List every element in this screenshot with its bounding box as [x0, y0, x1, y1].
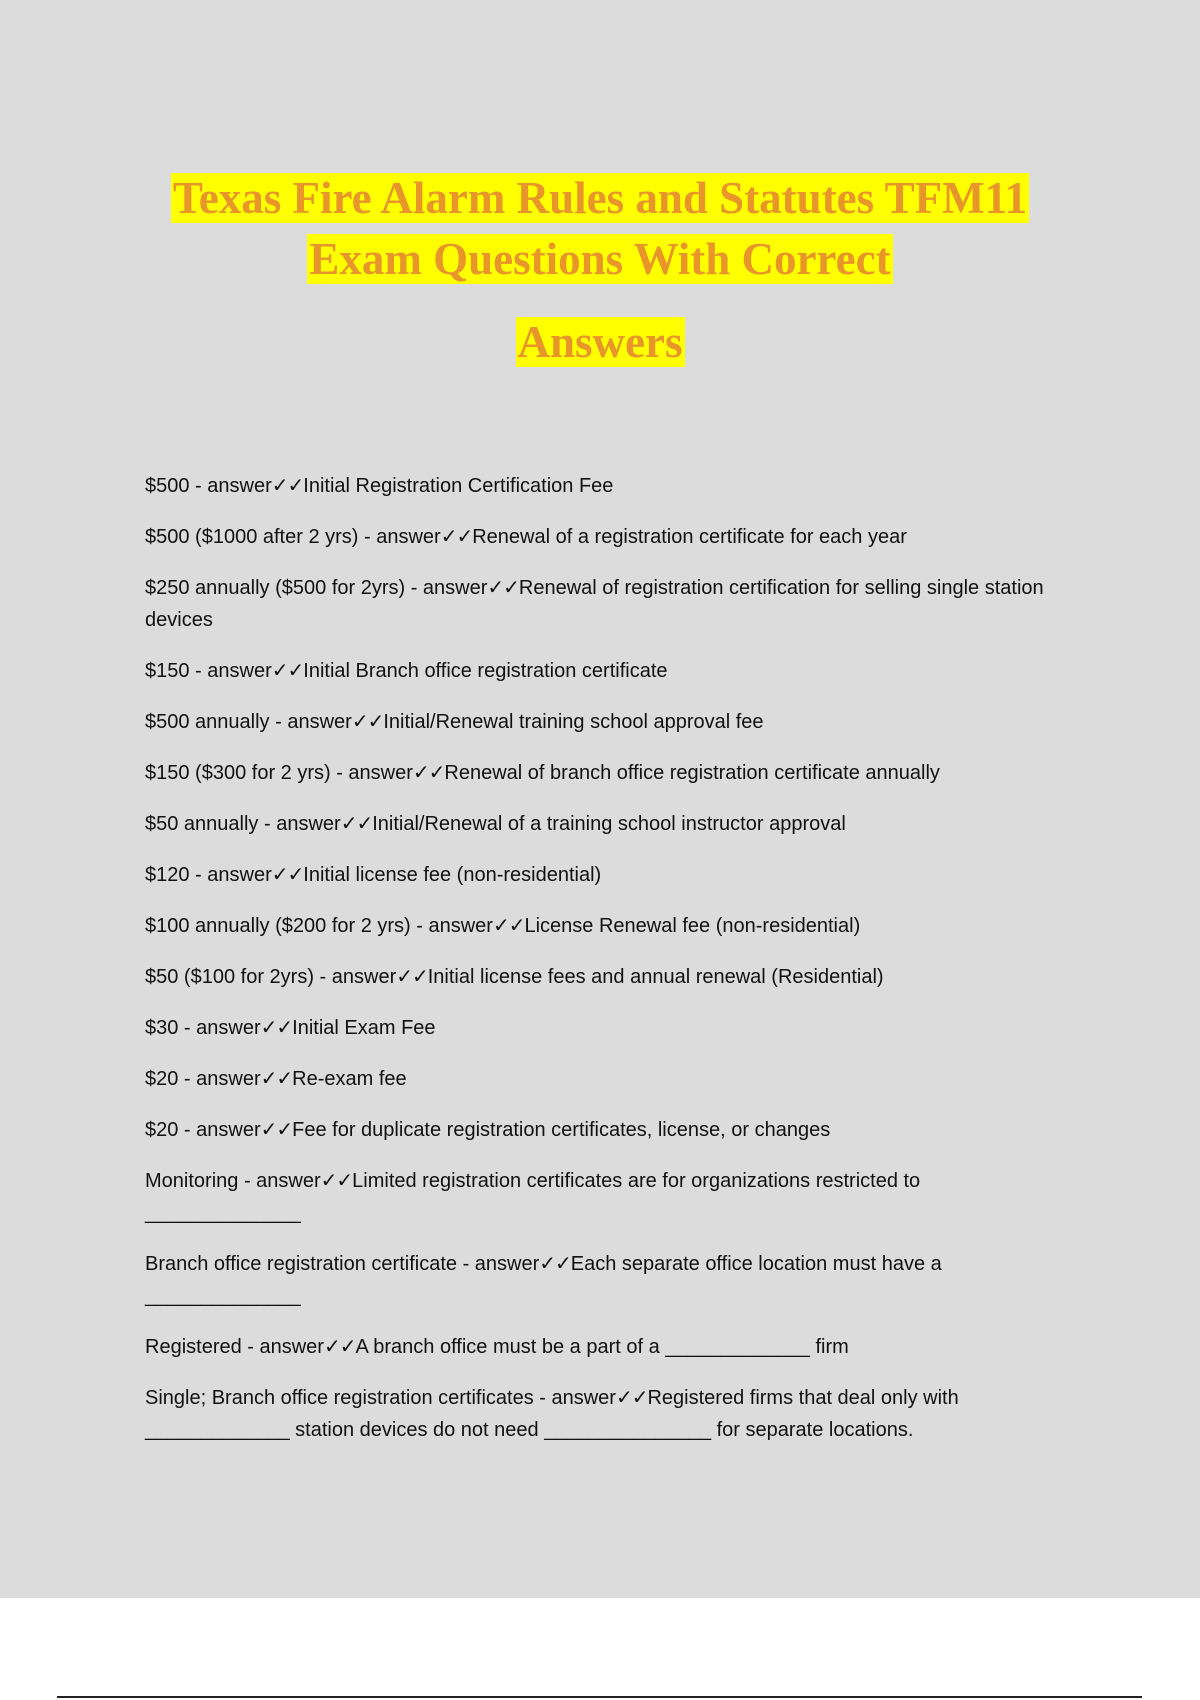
entry-definition: License Renewal fee (non-residential)	[524, 915, 861, 937]
entry-term: $30	[145, 1017, 179, 1039]
entry-separator: - answer	[178, 1017, 261, 1039]
entry-separator: - answer	[405, 577, 488, 599]
document-title	[0, 168, 1200, 373]
checkmark-icon: ✓✓	[260, 1017, 293, 1039]
question-answer-list	[145, 470, 1085, 1465]
qa-entry	[145, 757, 1085, 789]
checkmark-icon: ✓✓	[260, 1068, 293, 1090]
title-text-3: Answers	[517, 317, 683, 367]
entry-term: Monitoring	[145, 1170, 239, 1192]
checkmark-icon: ✓✓	[340, 813, 373, 835]
entry-separator: - answer	[258, 813, 341, 835]
entry-term: Branch office registration certificate	[145, 1253, 458, 1275]
entry-definition: Registered firms that deal only with _____________ station devices do not need _______________ for separate locations.	[145, 1387, 959, 1441]
checkmark-icon: ✓✓	[396, 966, 428, 988]
checkmark-icon: ✓✓	[440, 526, 473, 548]
entry-term: $100 annually ($200 for 2 yrs)	[145, 915, 411, 937]
checkmark-icon: ✓✓	[351, 711, 384, 733]
qa-entry	[145, 1063, 1085, 1095]
entry-separator: - answer	[189, 660, 272, 682]
title-line-3	[0, 312, 1200, 373]
entry-definition: Renewal of branch office registration certificate annually	[444, 762, 940, 784]
entry-definition: Each separate office location must have a	[570, 1253, 942, 1275]
checkmark-icon: ✓✓	[487, 577, 519, 599]
qa-entry	[145, 1114, 1085, 1146]
qa-entry	[145, 808, 1085, 840]
entry-term: $500	[145, 475, 190, 497]
checkmark-icon: ✓✓	[271, 864, 304, 886]
qa-entry	[145, 1248, 1085, 1312]
qa-entry	[145, 521, 1085, 553]
qa-entry	[145, 1382, 1085, 1446]
entry-separator: - answer	[238, 1170, 321, 1192]
title-line-2	[0, 229, 1200, 290]
entry-definition: Renewal of a registration certificate for each year	[472, 526, 907, 548]
checkmark-icon: ✓✓	[260, 1119, 293, 1141]
entry-separator: - answer	[189, 475, 272, 497]
entry-definition: Initial license fee (non-residential)	[303, 864, 602, 886]
title-text-1: Texas Fire Alarm Rules and Statutes TFM11	[172, 173, 1028, 223]
entry-separator: - answer	[178, 1068, 261, 1090]
entry-separator: - answer	[358, 526, 441, 548]
entry-definition: Initial Registration Certification Fee	[303, 475, 614, 497]
checkmark-icon: ✓✓	[615, 1387, 648, 1409]
entry-term: Registered	[145, 1336, 242, 1358]
entry-separator: - answer	[241, 1336, 324, 1358]
entry-definition: Initial/Renewal training school approval fee	[383, 711, 764, 733]
entry-separator: - answer	[533, 1387, 616, 1409]
entry-separator: - answer	[178, 1119, 261, 1141]
entry-term: $150 ($300 for 2 yrs)	[145, 762, 331, 784]
entry-separator: - answer	[457, 1253, 540, 1275]
entry-term: $20	[145, 1119, 179, 1141]
entry-definition: Fee for duplicate registration certificates, license, or changes	[292, 1119, 831, 1141]
entry-separator: - answer	[313, 966, 397, 988]
checkmark-icon: ✓✓	[539, 1253, 571, 1275]
entry-term: $250 annually ($500 for 2yrs)	[145, 577, 406, 599]
footer-divider	[57, 1696, 1142, 1698]
entry-term: $150	[145, 660, 190, 682]
qa-entry	[145, 572, 1085, 636]
qa-entry	[145, 859, 1085, 891]
qa-entry	[145, 961, 1085, 993]
entry-separator: - answer	[269, 711, 352, 733]
checkmark-icon: ✓✓	[271, 660, 304, 682]
qa-entry	[145, 910, 1085, 942]
checkmark-icon: ✓✓	[320, 1170, 353, 1192]
entry-term: $20	[145, 1068, 179, 1090]
entry-separator: - answer	[189, 864, 272, 886]
qa-entry	[145, 655, 1085, 687]
qa-entry	[145, 470, 1085, 502]
checkmark-icon: ✓✓	[271, 475, 304, 497]
title-line-1	[0, 168, 1200, 229]
entry-definition: Initial Exam Fee	[292, 1017, 436, 1039]
entry-definition: Initial license fees and annual renewal (Residential)	[427, 966, 884, 988]
qa-entry	[145, 706, 1085, 738]
entry-definition: Limited registration certificates are for organizations restricted to	[352, 1170, 921, 1192]
entry-definition: Initial/Renewal of a training school instructor approval	[372, 813, 846, 835]
qa-entry	[145, 1331, 1085, 1363]
qa-entry	[145, 1165, 1085, 1229]
fill-in-blank: ______________	[145, 1202, 301, 1224]
entry-separator: - answer	[410, 915, 493, 937]
entry-term: $120	[145, 864, 190, 886]
qa-entry	[145, 1012, 1085, 1044]
entry-definition: Initial Branch office registration certificate	[303, 660, 668, 682]
checkmark-icon: ✓✓	[412, 762, 445, 784]
checkmark-icon: ✓✓	[323, 1336, 356, 1358]
entry-term: $50 ($100 for 2yrs)	[145, 966, 314, 988]
fill-in-blank: ______________	[145, 1285, 301, 1307]
entry-term: Single; Branch office registration certificates	[145, 1387, 534, 1409]
title-text-2: Exam Questions With Correct	[309, 234, 891, 284]
entry-definition: Renewal of registration certification for selling single station devices	[145, 577, 1044, 631]
entry-term: $500 annually	[145, 711, 270, 733]
checkmark-icon: ✓✓	[492, 915, 525, 937]
entry-separator: - answer	[330, 762, 413, 784]
entry-definition: Re-exam fee	[292, 1068, 407, 1090]
entry-term: $500 ($1000 after 2 yrs)	[145, 526, 359, 548]
entry-term: $50 annually	[145, 813, 259, 835]
entry-definition: A branch office must be a part of a _____________ firm	[355, 1336, 849, 1358]
